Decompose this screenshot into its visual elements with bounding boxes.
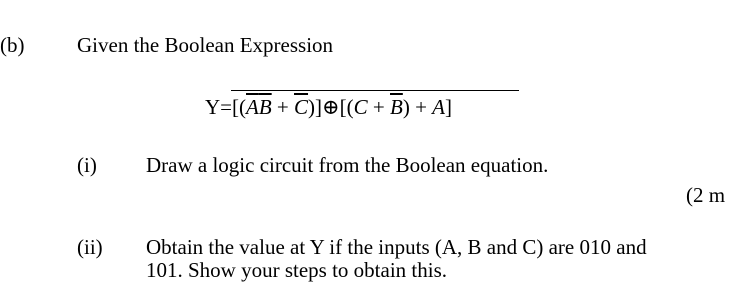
expr-close-2b: ] [445,95,452,119]
expr-plus-1: + [271,95,295,119]
sub-ii-line-1: Obtain the value at Y if the inputs (A, B and C) are 010 and [146,235,647,259]
sub-ii-label: (ii) [77,235,103,259]
expr-c-bar: $\overline{C}$ [294,95,309,119]
expr-close-1: )] [308,95,323,119]
sub-ii-line-2: 101. Show your steps to obtain this. [146,258,448,282]
expr-a-bar: AB [246,95,272,119]
part-label: (b) [0,33,25,57]
expr-close-2a: ) [402,95,410,119]
expr-plus-2: + [367,95,390,119]
intro-text: Given the Boolean Expression [77,33,334,57]
expr-open-2: [( [339,95,354,119]
expr-c: C [353,95,368,119]
expr-plus-3: + [409,95,433,119]
boolean-expression [205,95,452,119]
expr-lhs: Y [205,95,221,119]
sub-i-marks: (2 m [686,183,726,207]
expression-overline [231,90,519,91]
expr-open-1: [( [232,95,247,119]
expr-xor: ⊕ [322,95,340,119]
sub-i-label: (i) [77,153,97,177]
expr-equals: = [220,95,233,119]
expr-a: A [432,95,445,119]
expr-b-bar: $\overline{B}$ [390,95,403,119]
sub-i-text: Draw a logic circuit from the Boolean equation. [146,153,549,177]
